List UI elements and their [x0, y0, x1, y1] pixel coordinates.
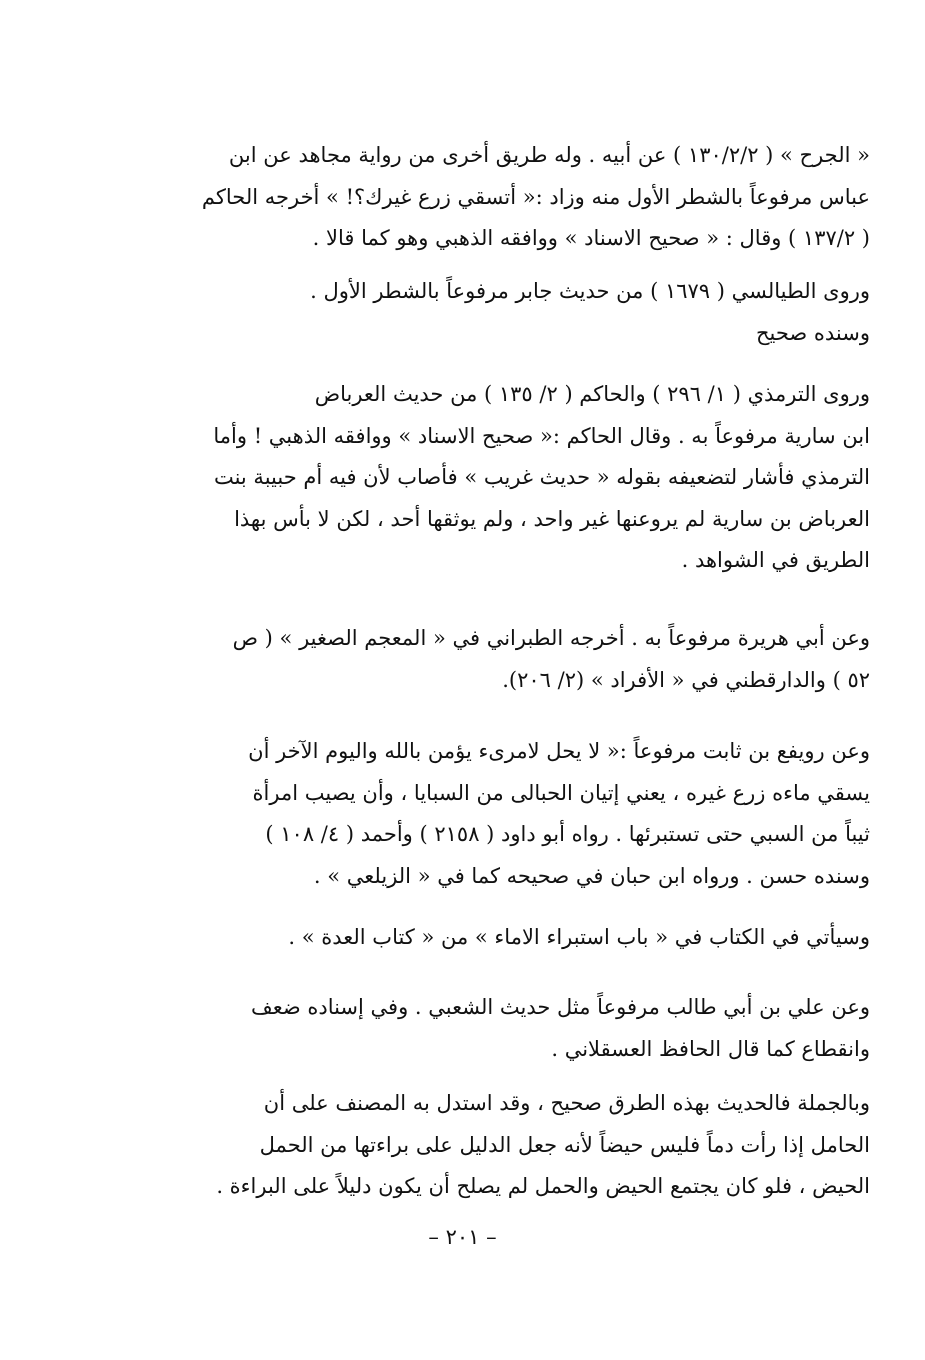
text-line: الحيض ، فلو كان يجتمع الحيض والحمل لم يصلح أن يكون دليلاً على البراءة . — [216, 1174, 870, 1198]
text-line: وروى الطيالسي ( ١٦٧٩ ) من حديث جابر مرفوعاً بالشطر الأول . — [310, 279, 870, 303]
text-line: وعن رويفع بن ثابت مرفوعاً :« لا يحل لامرىء يؤمن بالله واليوم الآخر أن — [248, 739, 870, 763]
text-line: ثيباً من السبي حتى تستبرئها . رواه أبو داود ( ٢١٥٨ ) وأحمد ( ٤/ ١٠٨ ) — [265, 822, 870, 846]
text-line: الحامل إذا رأت دماً فليس حيضاً لأنه جعل الدليل على براءتها من الحمل — [259, 1132, 870, 1157]
text-line: وعن علي بن أبي طالب مرفوعاً مثل حديث الشعبي . وفي إسناده ضعف — [250, 995, 870, 1019]
text-line: العرباض بن سارية لم يروعنها غير واحد ، ولم يوثقها أحد ، لكن لا بأس بهذا — [234, 506, 870, 531]
text-line: وعن أبي هريرة مرفوعاً به . أخرجه الطبراني في « المعجم الصغير » ( ص — [232, 626, 870, 650]
text-line: وبالجملة فالحديث بهذه الطرق صحيح ، وقد استدل به المصنف على أن — [263, 1091, 870, 1115]
text-line: وروى الترمذي ( ١/ ٢٩٦ ) والحاكم ( ٢/ ١٣٥ ) من حديث العرباض — [314, 382, 870, 406]
paragraph-3 — [138, 374, 870, 582]
text-line: ٥٢ ) والدارقطني في « الأفراد » (٢/ ٢٠٦). — [502, 667, 870, 692]
text-line: « الجرح » ( ١٣٠/٢/٢ ) عن أبيه . وله طريق أخرى من رواية مجاهد عن ابن — [228, 143, 870, 167]
text-line: وسنده حسن . ورواه ابن حبان في صحيحه كما في « الزيلعي » . — [313, 863, 870, 888]
text-line: الترمذي فأشار لتضعيفه بقوله « حديث غريب » فأصاب لأن فيه أم حبيبة بنت — [213, 465, 870, 489]
text-line: وسيأتي في الكتاب في « باب استبراء الاماء » من « كتاب العدة » . — [288, 925, 870, 949]
paragraph-2 — [138, 271, 870, 354]
text-line: وانقطاع كما قال الحافظ العسقلاني . — [551, 1036, 870, 1061]
text-line: عباس مرفوعاً بالشطر الأول منه وزاد :« أتسقي زرع غيرك؟! » أخرجه الحاكم — [201, 184, 870, 209]
text-line: وسنده صحيح — [755, 320, 870, 345]
text-line: ( ١٣٧/٢ ) وقال : « صحيح الاسناد » ووافقه الذهبي وهو كما قالا . — [312, 226, 870, 250]
paragraph-7 — [138, 987, 870, 1070]
paragraph-5 — [138, 731, 870, 897]
paragraph-8 — [138, 1083, 870, 1208]
text-line: الطريق في الشواهد . — [681, 548, 870, 572]
text-line: ابن سارية مرفوعاً به . وقال الحاكم :« صحيح الاسناد » ووافقه الذهبي ! وأما — [213, 423, 870, 448]
text-line: يسقي ماءه زرع غيره ، يعني إتيان الحبالى من السبايا ، وأن يصيب امرأة — [252, 780, 870, 805]
paragraph-4 — [138, 618, 870, 701]
paragraph-1 — [138, 135, 870, 260]
paragraph-6 — [138, 917, 870, 959]
page-number: – ٢٠١ – — [428, 1225, 497, 1249]
